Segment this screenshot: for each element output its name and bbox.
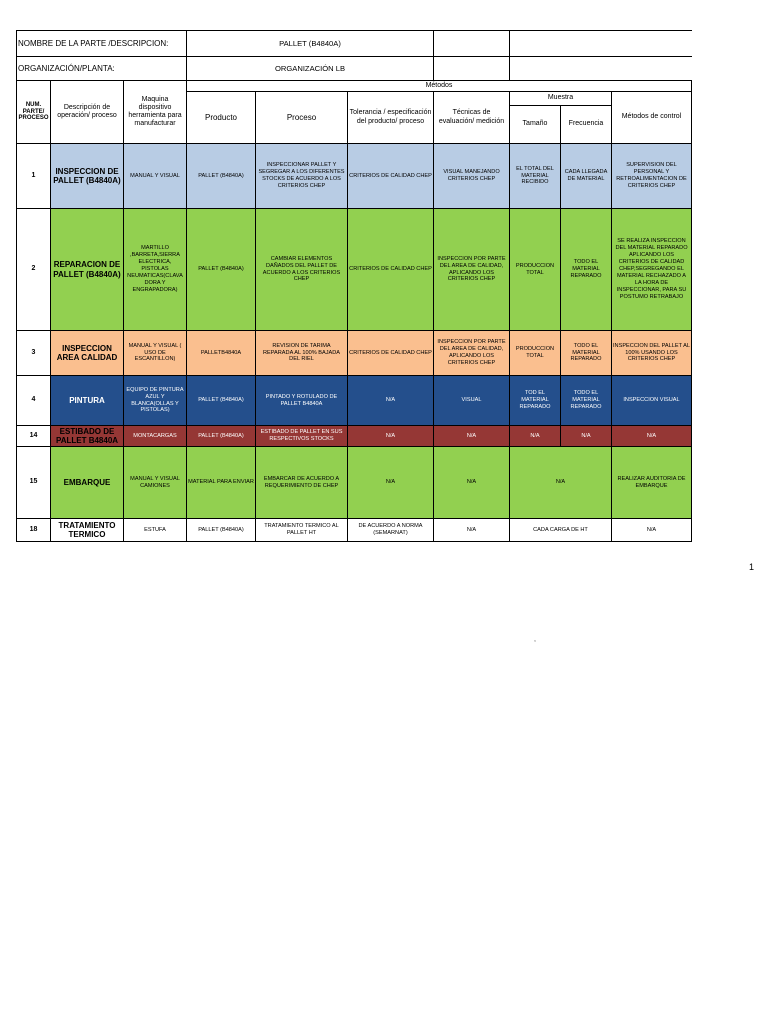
row-product: PALLET (B4840A) [187, 519, 256, 542]
row-process: EMBARCAR DE ACUERDO A REQUERIMIENTO DE CHEP [256, 447, 348, 519]
part-row [17, 31, 692, 57]
row-num: 3 [17, 331, 51, 376]
table-row [17, 426, 692, 447]
row-technique: VISUAL MANEJANDO CRITERIOS CHEP [434, 144, 510, 209]
org-label: ORGANIZACIÓN/PLANTA: [17, 57, 187, 81]
row-control: INSPECCION VISUAL [612, 376, 692, 426]
row-operation: REPARACION DE PALLET (B4840A) [51, 209, 124, 331]
row-operation: EMBARQUE [51, 447, 124, 519]
row-tolerance: N/A [348, 376, 434, 426]
col-size: Tamaño [510, 106, 561, 144]
row-operation: TRATAMIENTO TERMICO [51, 519, 124, 542]
row-operation: INSPECCION AREA CALIDAD [51, 331, 124, 376]
row-process: CAMBIAR ELEMENTOS DAÑADOS DEL PALLET DE ACUERDO A LOS CRITERIOS CHEP [256, 209, 348, 331]
row-sample-merged: N/A [510, 447, 612, 519]
row-num: 14 [17, 426, 51, 447]
row-frequency: N/A [561, 426, 612, 447]
row-size: TOD EL MATERIAL REPARADO [510, 376, 561, 426]
row-operation: PINTURA [51, 376, 124, 426]
page-number: 1 [749, 562, 755, 572]
col-tolerance: Tolerancia / especificación del producto/ proceso [348, 92, 434, 144]
row-process: ESTIBADO DE PALLET EN SUS RESPECTIVOS STOCKS [256, 426, 348, 447]
row-tolerance: CRITERIOS DE CALIDAD CHEP [348, 331, 434, 376]
row-technique: INSPECCION POR PARTE DEL AREA DE CALIDAD, APLICANDO LOS CRITERIOS CHEP [434, 331, 510, 376]
row-frequency: TODO EL MATERIAL REPARADO [561, 209, 612, 331]
row-frequency: TODO EL MATERIAL REPARADO [561, 331, 612, 376]
row-machine: MANUAL Y VISUAL ( USO DE ESCANTILLON) [124, 331, 187, 376]
row-control: REALIZAR AUDITORIA DE EMBARQUE [612, 447, 692, 519]
row-product: MATERIAL PARA ENVIAR [187, 447, 256, 519]
row-machine: MANUAL Y VISUAL CAMIONES [124, 447, 187, 519]
row-technique: INSPECCION POR PARTE DEL AREA DE CALIDAD, APLICANDO LOS CRITERIOS CHEP [434, 209, 510, 331]
row-control: SUPERVISION DEL PERSONAL Y RETROALIMENTACION DE CRITERIOS CHEP [612, 144, 692, 209]
row-tolerance: N/A [348, 426, 434, 447]
col-num: NUM. PARTE/ PROCESO [17, 81, 51, 144]
table-row [17, 376, 692, 426]
stray-mark: , [534, 636, 536, 643]
part-label: NOMBRE DE LA PARTE /DESCRIPCION: [17, 31, 187, 57]
row-num: 18 [17, 519, 51, 542]
control-plan-table [16, 30, 692, 542]
row-num: 4 [17, 376, 51, 426]
row-tolerance: CRITERIOS DE CALIDAD CHEP [348, 144, 434, 209]
row-operation: ESTIBADO DE PALLET B4840A [51, 426, 124, 447]
col-technique: Técnicas de evaluación/ medición [434, 92, 510, 144]
col-control: Métodos de control [612, 92, 692, 144]
row-product: PALLET (B4840A) [187, 144, 256, 209]
row-size: PRODUCCION TOTAL [510, 331, 561, 376]
row-process: REVISION DE TARIMA REPARADA AL 100% BAJADA DEL RIEL [256, 331, 348, 376]
table-row [17, 209, 692, 331]
row-size: N/A [510, 426, 561, 447]
org-value: ORGANIZACIÓN LB [187, 57, 434, 81]
row-tolerance: CRITERIOS DE CALIDAD CHEP [348, 209, 434, 331]
part-value: PALLET (B4840A) [187, 31, 434, 57]
col-product: Producto [187, 92, 256, 144]
part-blank-2 [510, 31, 692, 57]
table-row [17, 331, 692, 376]
col-methods: Métodos [187, 81, 692, 92]
row-technique: N/A [434, 426, 510, 447]
row-control: N/A [612, 519, 692, 542]
row-product: PALLET (B4840A) [187, 426, 256, 447]
org-blank-1 [434, 57, 510, 81]
row-operation: INSPECCION DE PALLET (B4840A) [51, 144, 124, 209]
table-row [17, 447, 692, 519]
org-blank-2 [510, 57, 692, 81]
row-frequency: CADA LLEGADA DE MATERIAL [561, 144, 612, 209]
row-control: INSPECCION DEL PALLET AL 100% USANDO LOS CRITERIOS CHEP [612, 331, 692, 376]
col-sample: Muestra [510, 92, 612, 106]
table-row [17, 519, 692, 542]
part-blank-1 [434, 31, 510, 57]
col-process: Proceso [256, 92, 348, 144]
row-product: PALLET (B4840A) [187, 209, 256, 331]
row-frequency: TODO EL MATERIAL REPARADO [561, 376, 612, 426]
row-process: TRATAMIENTO TERMICO AL PALLET HT [256, 519, 348, 542]
row-process: PINTADO Y ROTULADO DE PALLET B4840A [256, 376, 348, 426]
col-frequency: Frecuencia [561, 106, 612, 144]
row-size: PRODUCCION TOTAL [510, 209, 561, 331]
row-num: 15 [17, 447, 51, 519]
row-technique: VISUAL [434, 376, 510, 426]
row-machine: MANUAL Y VISUAL [124, 144, 187, 209]
methods-row [17, 81, 692, 92]
row-machine: ESTUFA [124, 519, 187, 542]
table-row [17, 144, 692, 209]
row-sample-merged: CADA CARGA DE HT [510, 519, 612, 542]
row-machine: MONTACARGAS [124, 426, 187, 447]
row-product: PALLETB4840A [187, 331, 256, 376]
row-tolerance: N/A [348, 447, 434, 519]
row-num: 1 [17, 144, 51, 209]
row-technique: N/A [434, 447, 510, 519]
row-size: EL TOTAL DEL MATERIAL RECIBIDO [510, 144, 561, 209]
col-machine: Maquina dispositivo herramienta para manufacturar [124, 81, 187, 144]
col-description: Descripción de operación/ proceso [51, 81, 124, 144]
row-technique: N/A [434, 519, 510, 542]
row-process: INSPECCIONAR PALLET Y SEGREGAR A LOS DIFERENTES STOCKS DE ACUERDO A LOS CRITERIOS CHEP [256, 144, 348, 209]
row-product: PALLET (B4840A) [187, 376, 256, 426]
row-control: N/A [612, 426, 692, 447]
row-tolerance: DE ACUERDO A NORMA (SEMARNAT) [348, 519, 434, 542]
org-row [17, 57, 692, 81]
row-machine: EQUIPO DE PINTURA AZUL Y BLANCA(OLLAS Y PISTOLAS) [124, 376, 187, 426]
row-machine: MARTILLO ,BARRETA,SIERRA ELECTRICA, PISTOLAS NEUMATICAS(CLAVA DORA Y ENGRAPADORA) [124, 209, 187, 331]
row-control: SE REALIZA INSPECCION DEL MATERIAL REPARADO APLICANDO LOS CRITERIOS DE CALIDAD CHEP,SEGREGANDO EL MATERIAL RECHAZADO A LA HORA DE INSPECCIONAR, PARA SU POSTUMO RETRABAJO [612, 209, 692, 331]
row-num: 2 [17, 209, 51, 331]
